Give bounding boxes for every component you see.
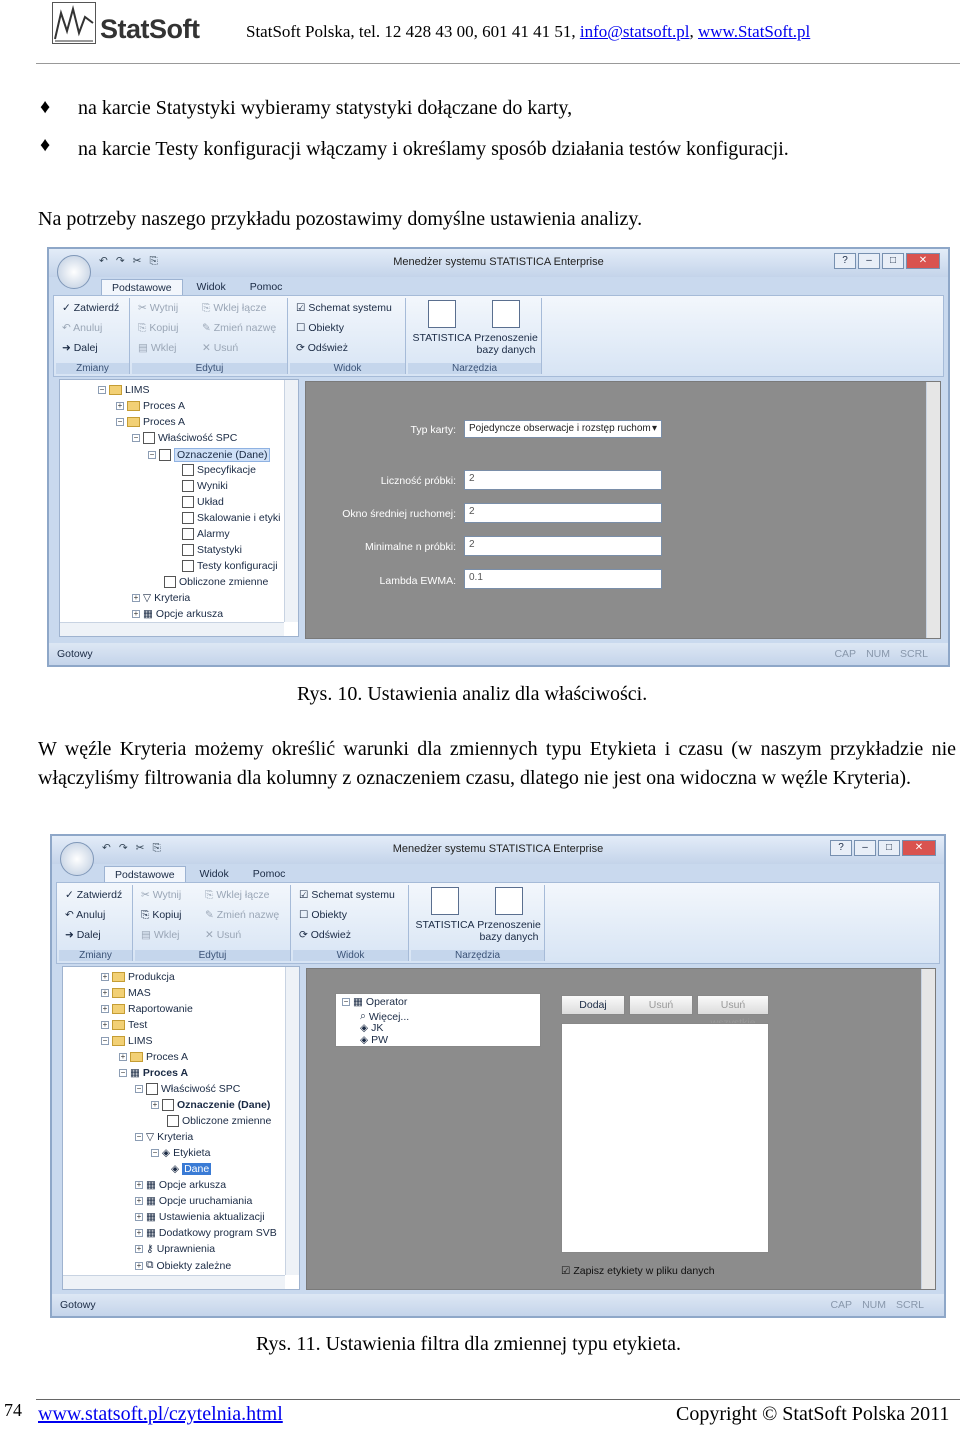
group-label: Edytuj <box>132 363 287 374</box>
tag-icon: ◈ <box>162 1147 171 1159</box>
status-keys: CAP NUM SCRL <box>830 1299 924 1311</box>
group-label: Zmiany <box>59 950 132 961</box>
usun-button[interactable]: ✕ Usuń <box>205 929 242 941</box>
logo-text: StatSoft <box>100 14 200 44</box>
odswiez-button[interactable]: ⟳ Odśwież <box>296 342 348 354</box>
tree-node[interactable]: + ▦ Opcje arkusza <box>136 1179 227 1191</box>
copyright: Copyright © StatSoft Polska 2011 <box>676 1403 950 1425</box>
tree-node[interactable]: Alarmy <box>182 528 230 540</box>
window-controls <box>834 253 940 269</box>
header-divider <box>36 63 960 64</box>
wytnij-button[interactable]: ✂ Wytnij <box>141 889 182 901</box>
app-menu-icon[interactable] <box>60 842 94 876</box>
czytelnia-link[interactable]: www.statsoft.pl/czytelnia.html <box>38 1403 283 1425</box>
system-tree <box>62 966 300 1290</box>
wytnij-button[interactable]: ✂ Wytnij <box>138 302 179 314</box>
status-bar <box>49 643 948 665</box>
przenoszenie-bazy-button[interactable]: Przenoszenie bazy danych <box>472 300 540 356</box>
system-tree <box>59 379 299 637</box>
zatwierdz-button[interactable]: ✓ Zatwierdź <box>65 889 123 901</box>
statistica-button[interactable]: STATISTICA <box>415 887 475 931</box>
tree-node[interactable]: Statystyki <box>182 544 242 556</box>
tree-node[interactable]: + Proces A <box>120 1051 189 1063</box>
okno-input[interactable]: 2 <box>464 503 662 523</box>
tab-widok[interactable]: Widok <box>199 868 229 880</box>
tree-node[interactable]: − ◈ Etykieta <box>152 1147 211 1159</box>
lambda-label: Lambda EWMA: <box>379 575 456 587</box>
typ-karty-label: Typ karty: <box>410 424 456 436</box>
tree-node[interactable]: + Oznaczenie (Dane) <box>152 1099 271 1111</box>
group-label: Narzędzia <box>411 950 544 961</box>
quick-access-toolbar <box>102 842 161 855</box>
wklej-button[interactable]: ▤ Wklej <box>141 929 180 941</box>
wklej-lacze-button[interactable]: ⎘ Wklej łącze <box>205 889 270 901</box>
window-title: Menedżer systemu STATISTICA Enterprise <box>393 256 604 268</box>
group-edytuj <box>132 298 288 374</box>
tree-node[interactable]: Układ <box>182 496 224 508</box>
tree-node[interactable]: + Produkcja <box>102 971 175 983</box>
group-edytuj <box>135 885 291 961</box>
schemat-systemu-checkbox[interactable]: ☑ Schemat systemu <box>299 889 395 901</box>
dalej-button[interactable]: ➜ Dalej <box>65 929 101 941</box>
checkbox-checked-icon: ☑ <box>561 1265 571 1277</box>
undo-icon[interactable]: ↶ <box>102 842 111 854</box>
tree-node[interactable]: − Właściwość SPC <box>133 432 238 444</box>
email-link[interactable]: info@statsoft.pl <box>579 22 690 41</box>
przenoszenie-bazy-button[interactable]: Przenoszenie bazy danych <box>475 887 543 943</box>
kopiuj-button[interactable]: ⎘ Kopiuj <box>138 322 179 334</box>
close-icon[interactable]: ✕ <box>902 840 936 856</box>
minimalne-input[interactable]: 2 <box>464 536 662 556</box>
minimize-icon[interactable]: – <box>854 840 876 856</box>
tree-hscrollbar[interactable] <box>63 1275 285 1289</box>
group-label: Narzędzia <box>408 363 541 374</box>
chevron-down-icon: ▾ <box>651 423 657 434</box>
tree-hscrollbar[interactable] <box>60 622 284 636</box>
tree-node[interactable]: + ▽ Kryteria <box>133 592 191 604</box>
tree-node[interactable]: − Właściwość SPC <box>136 1083 241 1095</box>
tag-icon: ◈ <box>360 1034 369 1046</box>
tree-node[interactable]: − Proces A <box>117 416 186 428</box>
minimalne-label: Minimalne n próbki: <box>364 541 456 553</box>
grid-icon: ▦ <box>353 996 363 1008</box>
title-bar <box>52 836 944 864</box>
maximize-icon[interactable]: □ <box>878 840 900 856</box>
ribbon-tabs <box>101 279 292 296</box>
grid-icon: ▦ <box>146 1179 156 1191</box>
usun-wszystkie-button[interactable]: Usuń <box>697 995 769 1015</box>
paragraph-kryteria: W węźle Kryteria możemy określić warunki dla zmiennych typu Etykieta i czasu (w naszym przykładzie nie włączyliśmy filtrowania dla kolumny z oznaczeniem czasu, dlatego nie jest ona widoczna w węźle Kryteria). <box>38 738 956 789</box>
dodaj-button[interactable]: Dodaj <box>561 995 625 1015</box>
bullet-item-statystyki: na karcie Statystyki wybieramy statystyki dołączane do karty, <box>78 97 573 119</box>
odswiez-button[interactable]: ⟳ Odśwież <box>299 929 351 941</box>
paragraph-intro: Na potrzeby naszego przykładu pozostawimy domyślne ustawienia analizy. <box>38 208 643 230</box>
tree-node[interactable]: − ▦ Operator <box>343 996 408 1008</box>
statistica-icon <box>428 300 456 328</box>
filter-settings-pane <box>306 968 936 1290</box>
tree-node[interactable]: + ▦ Dodatkowy program SVB <box>136 1227 277 1239</box>
zapisz-etykiety-checkbox[interactable]: ☑ Zapisz etykiety w pliku danych <box>561 1265 715 1277</box>
statistica-button[interactable]: STATISTICA <box>412 300 472 344</box>
minimize-icon[interactable]: – <box>858 253 880 269</box>
tree-node[interactable]: Obliczone zmienne <box>164 576 268 588</box>
filter-values-list[interactable] <box>561 1023 769 1253</box>
schemat-systemu-checkbox[interactable]: ☑ Schemat systemu <box>296 302 392 314</box>
tree-node[interactable]: Obliczone zmienne <box>167 1115 271 1127</box>
window-controls <box>830 840 936 856</box>
search-icon: ⌕ <box>360 1010 366 1022</box>
title-bar <box>49 249 948 277</box>
tab-podstawowe[interactable]: Podstawowe <box>104 866 186 883</box>
group-widok <box>293 885 409 961</box>
tag-icon: ◈ <box>360 1022 369 1034</box>
ribbon-tabs <box>104 866 295 883</box>
tree-node[interactable]: + ▦ Opcje uruchamiania <box>136 1195 253 1207</box>
tree-node[interactable]: ◈ PW <box>360 1034 388 1046</box>
page-number: 74 <box>4 1400 22 1420</box>
anuluj-button[interactable]: ↶ Anuluj <box>62 322 103 334</box>
figure-caption-11: Rys. 11. Ustawienia filtra dla zmiennej typu etykieta. <box>256 1333 682 1355</box>
tab-pomoc[interactable]: Pomoc <box>252 868 286 880</box>
website-link[interactable]: www.StatSoft.pl <box>698 22 811 41</box>
tree-node[interactable]: + ▦ Ustawienia aktualizacji <box>136 1211 265 1223</box>
tab-widok[interactable]: Widok <box>196 281 226 293</box>
copy-icon[interactable]: ⎘ <box>152 842 161 854</box>
bullet-item-testy: na karcie Testy konfiguracji włączamy i określamy sposób działania testów konfiguracji. <box>78 138 789 160</box>
tree-node[interactable]: − Oznaczenie (Dane) <box>148 448 270 462</box>
grid-icon: ▦ <box>143 608 153 620</box>
close-icon[interactable]: ✕ <box>906 253 940 269</box>
tree-node[interactable]: − LIMS <box>102 1035 153 1047</box>
group-label: Widok <box>290 363 405 374</box>
lambda-input[interactable]: 0.1 <box>464 569 662 589</box>
obiekty-checkbox[interactable]: ☐ Obiekty <box>296 322 344 334</box>
tree-node[interactable]: + Proces A <box>117 400 186 412</box>
zatwierdz-button[interactable]: ✓ Zatwierdź <box>62 302 120 314</box>
zmien-nazwe-button[interactable]: ✎ Zmień nazwę <box>202 322 277 334</box>
tree-node[interactable]: + ⚷ Uprawnienia <box>136 1243 216 1255</box>
bullet-diamond-icon: ♦ <box>40 134 51 156</box>
group-narzedzia <box>411 885 545 961</box>
dependency-icon: ⧉ <box>146 1259 154 1271</box>
tree-node[interactable]: Testy konfiguracji <box>182 560 278 572</box>
tree-node[interactable]: + Raportowanie <box>102 1003 193 1015</box>
ribbon <box>56 882 940 964</box>
typ-karty-select[interactable]: Pojedyncze obserwacje i rozstęp ruchom ▾ <box>464 420 662 438</box>
group-label: Zmiany <box>56 363 129 374</box>
help-icon[interactable]: ? <box>834 253 856 269</box>
anuluj-button[interactable]: ↶ Anuluj <box>65 909 106 921</box>
tab-pomoc[interactable]: Pomoc <box>249 281 283 293</box>
obiekty-checkbox[interactable]: ☐ Obiekty <box>299 909 347 921</box>
quick-access-toolbar <box>99 255 158 268</box>
tab-podstawowe[interactable]: Podstawowe <box>101 279 183 296</box>
grid-icon: ▦ <box>146 1211 156 1223</box>
database-icon <box>495 887 523 915</box>
group-label: Widok <box>293 950 408 961</box>
tree-scrollbar[interactable] <box>285 967 299 1275</box>
filter-icon: ▽ <box>146 1131 155 1143</box>
tree-scrollbar[interactable] <box>284 380 298 622</box>
statistica-icon <box>431 887 459 915</box>
kopiuj-button[interactable]: ⎘ Kopiuj <box>141 909 182 921</box>
status-keys: CAP NUM SCRL <box>834 648 928 660</box>
cut-icon[interactable]: ✂ <box>135 842 145 854</box>
tree-node[interactable]: Specyfikacje <box>182 464 256 476</box>
tree-node[interactable]: ◈ JK <box>360 1022 384 1034</box>
grid-icon: ▦ <box>130 1067 140 1079</box>
grid-icon: ▦ <box>146 1195 156 1207</box>
tag-icon: ◈ <box>171 1163 180 1175</box>
wklej-lacze-button[interactable]: ⎘ Wklej łącze <box>202 302 267 314</box>
licznosc-label: Liczność próbki: <box>380 475 456 487</box>
copy-icon[interactable]: ⎘ <box>149 255 158 267</box>
group-zmiany <box>56 298 130 374</box>
screenshot-window-2 <box>50 834 946 1318</box>
group-widok <box>290 298 406 374</box>
group-narzedzia <box>408 298 542 374</box>
grid-icon: ▦ <box>146 1227 156 1239</box>
tree-node[interactable]: ⌕ Więcej... <box>360 1010 410 1023</box>
key-icon: ⚷ <box>146 1243 154 1255</box>
window-title: Menedżer systemu STATISTICA Enterprise <box>392 843 604 855</box>
ribbon <box>53 295 944 377</box>
status-text: Gotowy <box>60 1299 96 1311</box>
statsoft-logo-icon <box>52 2 96 44</box>
tree-node[interactable]: + Test <box>102 1019 148 1031</box>
dalej-button[interactable]: ➜ Dalej <box>62 342 98 354</box>
status-text: Gotowy <box>57 648 93 660</box>
main-scrollbar[interactable] <box>926 382 940 638</box>
footer-divider <box>36 1399 960 1400</box>
tree-node[interactable]: − LIMS <box>99 384 150 396</box>
usun-filter-button[interactable]: Usuń <box>629 995 693 1015</box>
company-info: StatSoft Polska, tel. 12 428 43 00, 601 41 41 51, <box>246 22 580 41</box>
screenshot-window-1 <box>47 247 950 667</box>
group-zmiany <box>59 885 133 961</box>
tree-node[interactable]: Skalowanie i etyki <box>182 512 280 524</box>
cut-icon[interactable]: ✂ <box>132 255 142 267</box>
undo-icon[interactable]: ↶ <box>99 255 108 267</box>
database-icon <box>492 300 520 328</box>
header-separator: , <box>689 22 698 41</box>
tree-node[interactable]: ◈ Dane <box>171 1163 210 1175</box>
filter-icon: ▽ <box>143 592 152 604</box>
figure-caption-10: Rys. 10. Ustawienia analiz dla właściwości. <box>297 683 648 705</box>
status-bar <box>52 1294 944 1316</box>
help-icon[interactable]: ? <box>830 840 852 856</box>
maximize-icon[interactable]: □ <box>882 253 904 269</box>
tree-node[interactable]: Wyniki <box>182 480 228 492</box>
header-contact-line <box>246 22 810 42</box>
app-menu-icon[interactable] <box>57 255 91 289</box>
tree-node[interactable]: + ⧉ Obiekty zależne <box>136 1259 232 1272</box>
main-scrollbar[interactable] <box>921 969 935 1289</box>
group-label: Edytuj <box>135 950 290 961</box>
usun-button[interactable]: ✕ Usuń <box>202 342 239 354</box>
tree-node[interactable]: + MAS <box>102 987 151 999</box>
redo-icon[interactable]: ↷ <box>118 842 128 854</box>
bullet-diamond-icon: ♦ <box>40 96 51 118</box>
licznosc-input[interactable]: 2 <box>464 470 662 490</box>
analysis-settings-pane <box>305 381 941 639</box>
tree-node[interactable]: − ▽ Kryteria <box>136 1131 194 1143</box>
zmien-nazwe-button[interactable]: ✎ Zmień nazwę <box>205 909 280 921</box>
wklej-button[interactable]: ▤ Wklej <box>138 342 177 354</box>
tree-node[interactable]: − ▦ Proces A <box>120 1067 189 1079</box>
tree-node[interactable]: + ▦ Opcje arkusza <box>133 608 224 620</box>
operator-tree <box>335 993 541 1047</box>
okno-label: Okno średniej ruchomej: <box>342 508 456 520</box>
redo-icon[interactable]: ↷ <box>115 255 125 267</box>
